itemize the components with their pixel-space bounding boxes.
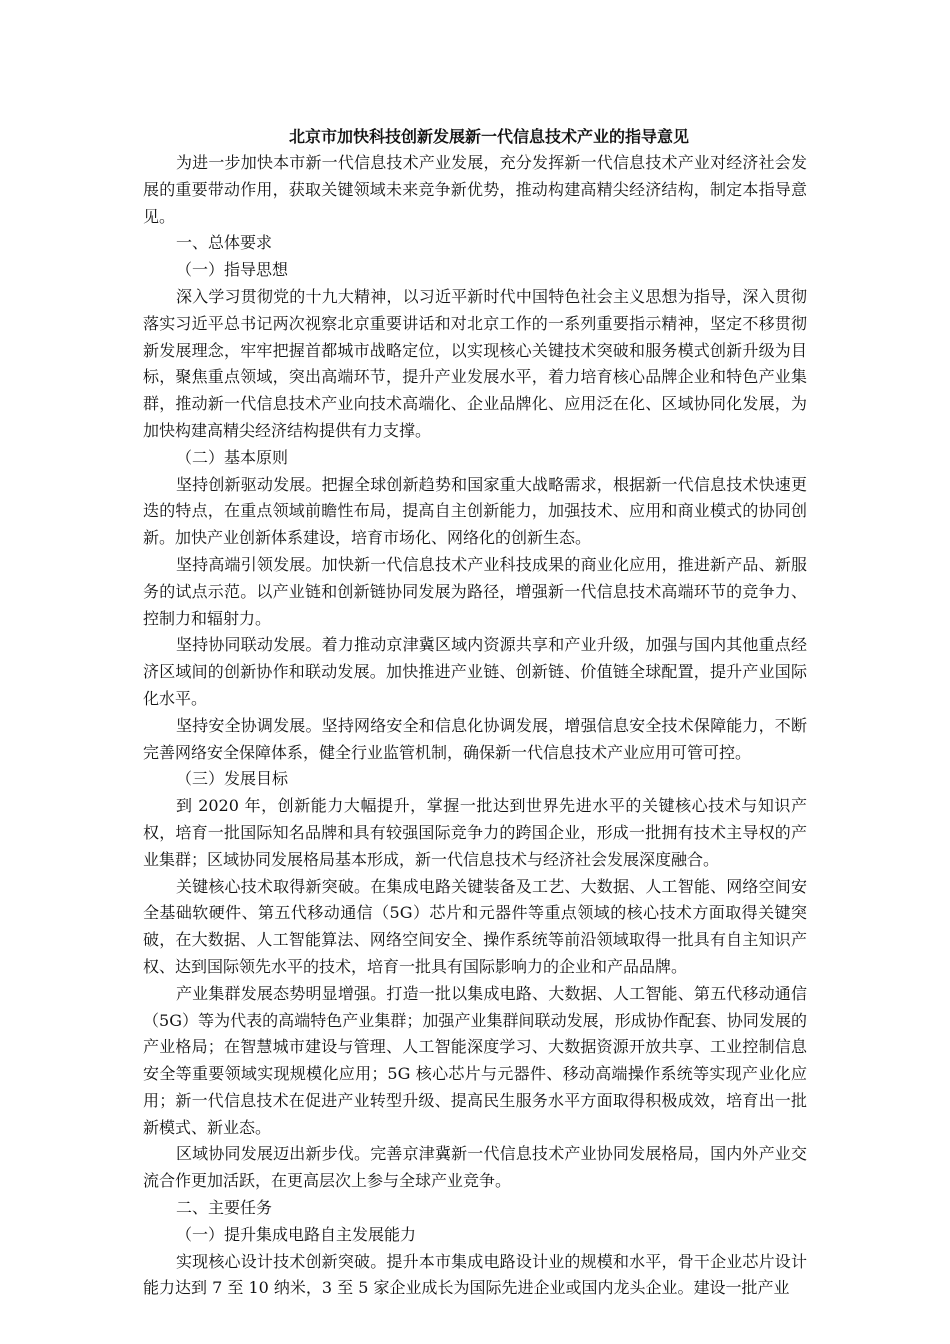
paragraph-core-design: 实现核心设计技术创新突破。提升本市集成电路设计业的规模和水平，骨干企业芯片设计能力达到 7 至 10 纳米，3 至 5 家企业成长为国际先进企业或国内龙头企业。建设一批产业 [143, 1251, 807, 1298]
paragraph-regional-coordination: 区域协同发展迈出新步伐。完善京津冀新一代信息技术产业协同发展格局，国内外产业交流合作更加活跃，在更高层次上参与全球产业竞争。 [143, 1144, 807, 1191]
paragraph-goals-2020: 到 2020 年，创新能力大幅提升，掌握一批达到世界先进水平的关键核心技术与知识产权，培育一批国际知名品牌和具有较强国际竞争力的跨国企业，形成一批拥有技术主导权的产业集群；区域协同发展格局基本形成，新一代信息技术与经济社会发展深度融合。 [143, 796, 807, 869]
paragraph-security-coordination: 坚持安全协调发展。坚持网络安全和信息化协调发展，增强信息安全技术保障能力，不断完善网络安全保障体系，健全行业监管机制，确保新一代信息技术产业应用可管可控。 [143, 715, 807, 762]
paragraph-core-technology: 关键核心技术取得新突破。在集成电路关键装备及工艺、大数据、人工智能、网络空间安全基础软硬件、第五代移动通信（5G）芯片和元器件等重点领域的核心技术方面取得关键突破，在大数据、人工智能算法、网络空间安全、操作系统等前沿领域取得一批具有自主知识产权、达到国际领先水平的技术，培育一批具有国际影响力的企业和产品品牌。 [143, 876, 807, 976]
subsection-heading-development-goals: （三）发展目标 [176, 769, 289, 789]
subsection-heading-basic-principles: （二）基本原则 [176, 447, 289, 467]
paragraph-innovation-driven: 坚持创新驱动发展。把握全球创新趋势和国家重大战略需求，根据新一代信息技术快速更迭的特点，在重点领域前瞻性布局，提高自主创新能力，加强技术、应用和商业模式的协同创新。加快产业创新体系建设，培育市场化、网络化的创新生态。 [143, 474, 807, 548]
subsection-heading-guiding-ideology: （一）指导思想 [176, 260, 289, 280]
section-heading-general-requirements: 一、总体要求 [176, 233, 273, 253]
document-title: 北京市加快科技创新发展新一代信息技术产业的指导意见 [288, 127, 689, 146]
section-heading-main-tasks: 二、主要任务 [176, 1198, 273, 1218]
paragraph-coordinated-linkage: 坚持协同联动发展。着力推动京津冀区域内资源共享和产业升级，加强与国内其他重点经济区域间的创新协作和联动发展。加快推进产业链、创新链、价值链全球配置，提升产业国际化水平。 [143, 635, 807, 708]
paragraph-high-end-leading: 坚持高端引领发展。加快新一代信息技术产业科技成果的商业化应用，推进新产品、新服务的试点示范。以产业链和创新链协同发展为路径，增强新一代信息技术高端环节的竞争力、控制力和辐射力。 [143, 554, 807, 628]
paragraph-guiding-ideology: 深入学习贯彻党的十九大精神，以习近平新时代中国特色社会主义思想为指导，深入贯彻落实习近平总书记两次视察北京重要讲话和对北京工作的一系列重要指示精神，坚定不移贯彻新发展理念，牢牢把握首都城市战略定位，以实现核心关键技术突破和服务模式创新升级为目标，聚焦重点领域，突出高端环节，提升产业发展水平，着力培育核心品牌企业和特色产业集群，推动新一代信息技术产业向技术高端化、企业品牌化、应用泛在化、区域协同化发展，为加快构建高精尖经济结构提供有力支撑。 [143, 286, 807, 440]
document-page [143, 124, 807, 1302]
subsection-heading-integrated-circuits: （一）提升集成电路自主发展能力 [176, 1224, 417, 1244]
paragraph-intro: 为进一步加快本市新一代信息技术产业发展，充分发挥新一代信息技术产业对经济社会发展的重要带动作用，获取关键领域未来竞争新优势，推动构建高精尖经济结构，制定本指导意见。 [143, 153, 807, 226]
paragraph-industrial-clusters: 产业集群发展态势明显增强。打造一批以集成电路、大数据、人工智能、第五代移动通信（5G）等为代表的高端特色产业集群；加强产业集群间联动发展，形成协作配套、协同发展的产业格局；在智慧城市建设与管理、人工智能深度学习、大数据资源开放共享、工业控制信息安全等重要领域实现规模化应用；5G 核心芯片与元器件、移动高端操作系统等实现产业化应用；新一代信息技术在促进产业转型升级、提高民生服务水平方面取得积极成效，培育出一批新模式、新业态。 [143, 983, 807, 1137]
